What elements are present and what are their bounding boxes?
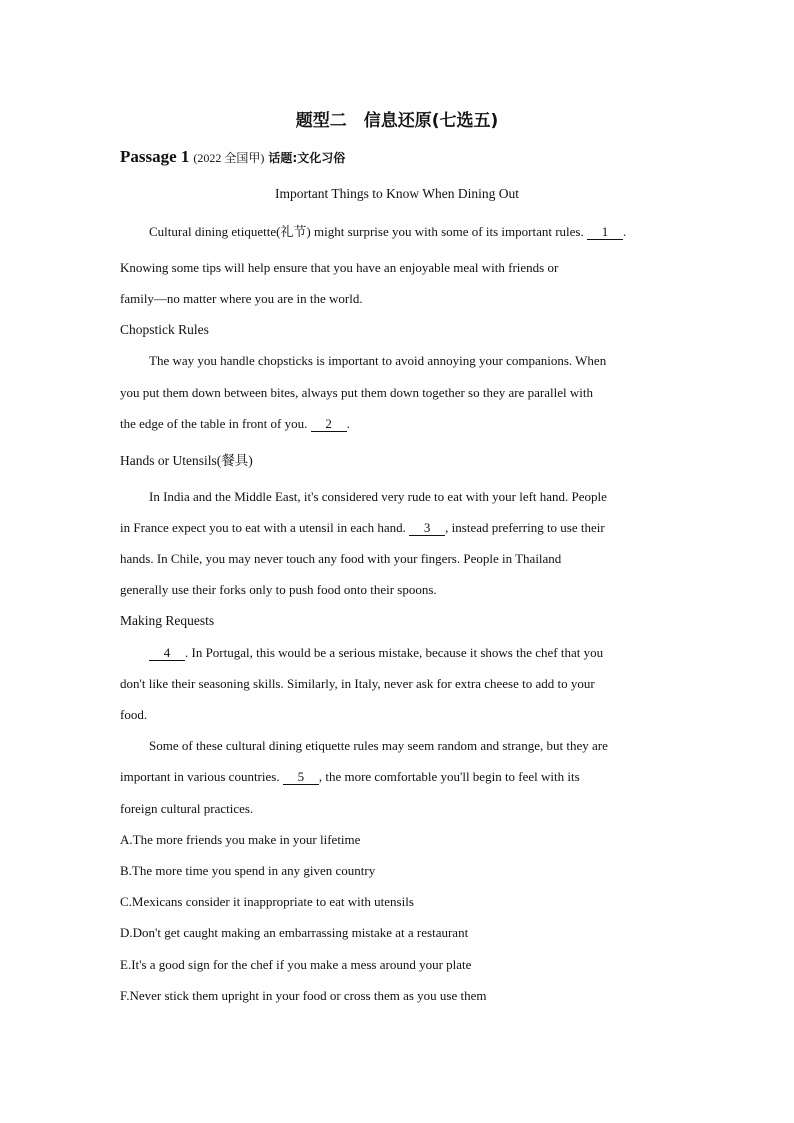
text: important in various countries. bbox=[120, 769, 283, 784]
section-heading-hands-or-utensils: Hands or Utensils(餐具) bbox=[120, 453, 253, 468]
text: in France expect you to eat with a utensil in each hand. bbox=[120, 520, 410, 535]
option-c: C.Mexicans consider it inappropriate to eat with utensils bbox=[120, 894, 414, 909]
option-e: E.It's a good sign for the chef if you make a mess around your plate bbox=[120, 957, 472, 972]
paragraph-2-line-2: you put them down between bites, always put them down together so they are parallel with bbox=[120, 385, 593, 400]
blank-2: 2 bbox=[311, 417, 347, 432]
page-title: 题型二 信息还原(七选五) bbox=[295, 111, 499, 131]
text: Cultural dining etiquette(礼节) might surprise you with some of its important rules. bbox=[149, 224, 587, 239]
section-heading-chopstick-rules: Chopstick Rules bbox=[120, 322, 209, 337]
paragraph-4-line-3: food. bbox=[120, 707, 148, 722]
option-b: B.The more time you spend in any given country bbox=[120, 863, 376, 878]
blank-4: 4 bbox=[149, 646, 185, 661]
paragraph-2-line-1: The way you handle chopsticks is important to avoid annoying your companions. When bbox=[149, 353, 607, 368]
blank-3: 3 bbox=[409, 521, 445, 536]
blank-5: 5 bbox=[283, 770, 319, 785]
section-heading-making-requests: Making Requests bbox=[120, 613, 215, 628]
paragraph-3-line-4: generally use their forks only to push food onto their spoons. bbox=[120, 582, 437, 597]
paragraph-5-line-2 bbox=[120, 768, 580, 786]
paragraph-3-line-1: In India and the Middle East, it's considered very rude to eat with your left hand. People bbox=[149, 489, 607, 504]
passage-header bbox=[120, 148, 345, 167]
passage-topic: 话题:文化习俗 bbox=[268, 151, 346, 165]
text: . In Portugal, this would be a serious mistake, because it shows the chef that you bbox=[185, 645, 604, 660]
paragraph-4-line-1 bbox=[149, 644, 603, 662]
paragraph-3-line-3: hands. In Chile, you may never touch any food with your fingers. People in Thailand bbox=[120, 551, 562, 566]
paragraph-1-line-3: family—no matter where you are in the world. bbox=[120, 291, 363, 306]
paragraph-1-line-1 bbox=[149, 223, 626, 241]
paragraph-1-line-2: Knowing some tips will help ensure that you have an enjoyable meal with friends or bbox=[120, 260, 559, 275]
passage-label: Passage 1 bbox=[120, 147, 190, 166]
paragraph-2-line-3 bbox=[120, 415, 350, 433]
text: . bbox=[622, 224, 627, 239]
paragraph-4-line-2: don't like their seasoning skills. Similarly, in Italy, never ask for extra cheese to add to your bbox=[120, 676, 595, 691]
article-title: Important Things to Know When Dining Out bbox=[275, 186, 519, 201]
blank-1: 1 bbox=[587, 225, 623, 240]
text: , the more comfortable you'll begin to feel with its bbox=[318, 769, 580, 784]
option-d: D.Don't get caught making an embarrassing mistake at a restaurant bbox=[120, 925, 469, 940]
paragraph-5-line-3: foreign cultural practices. bbox=[120, 801, 254, 816]
text: the edge of the table in front of you. bbox=[120, 416, 311, 431]
text: , instead preferring to use their bbox=[445, 520, 605, 535]
option-a: A.The more friends you make in your lifetime bbox=[120, 832, 361, 847]
paragraph-3-line-2 bbox=[120, 519, 605, 537]
passage-source: (2022 全国甲) bbox=[193, 151, 265, 165]
option-f: F.Never stick them upright in your food or cross them as you use them bbox=[120, 988, 487, 1003]
paragraph-5-line-1: Some of these cultural dining etiquette rules may seem random and strange, but they are bbox=[149, 738, 608, 753]
text: . bbox=[346, 416, 350, 431]
